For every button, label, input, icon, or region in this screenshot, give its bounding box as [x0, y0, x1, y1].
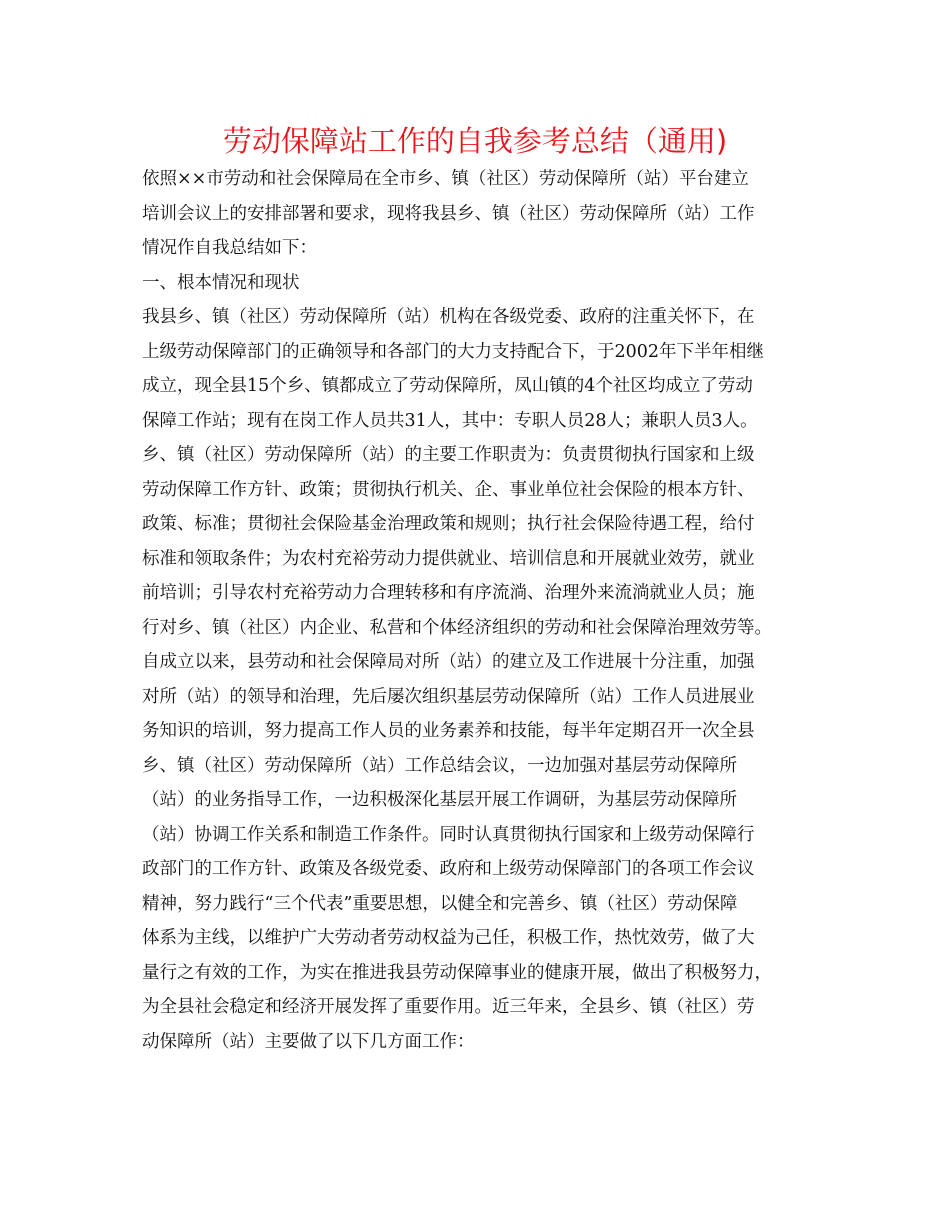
body-line-18: 乡、镇（社区）劳动保障所（站）工作总结会议，一边加强对基层劳动保障所	[142, 755, 737, 776]
body-line-11: 政策、标准；贯彻社会保险基金治理政策和规则；执行社会保险待遇工程，给付	[142, 514, 755, 534]
document-body	[142, 162, 810, 1059]
body-line-23: 体系为主线，以维护广大劳动者劳动权益为己任，积极工作，热忱效劳，做了大	[142, 928, 755, 948]
body-line-21: 政部门的工作方针、政策及各级党委、政府和上级劳动保障部门的各项工作会议	[142, 859, 755, 879]
body-line-10: 劳动保障工作方针、政策；贯彻执行机关、企、事业单位社会保险的根本方针、	[142, 479, 755, 500]
body-line-25: 为全县社会稳定和经济开展发挥了重要作用。近三年来，全县乡、镇（社区）劳	[142, 997, 755, 1017]
body-line-14: 行对乡、镇（社区）内企业、私营和个体经济组织的劳动和社会保障治理效劳等。	[142, 617, 772, 638]
body-line-24: 量行之有效的工作，为实在推进我县劳动保障事业的健康开展，做出了积极努力，	[142, 962, 772, 983]
body-line-3: 情况作自我总结如下：	[142, 238, 317, 258]
body-line-8: 保障工作站；现有在岗工作人员共31人，其中：专职人员28人；兼职人员3人。	[142, 410, 758, 431]
body-line-17: 务知识的培训，努力提高工作人员的业务素养和技能，每半年定期召开一次全县	[142, 721, 755, 741]
body-line-6: 上级劳动保障部门的正确领导和各部门的大力支持配合下，于2002年下半年相继	[142, 341, 765, 362]
body-line-1: 依照××市劳动和社会保障局在全市乡、镇（社区）劳动保障所（站）平台建立	[142, 169, 749, 189]
body-line-9: 乡、镇（社区）劳动保障所（站）的主要工作职责为：负责贯彻执行国家和上级	[142, 445, 755, 465]
body-line-15: 自成立以来，县劳动和社会保障局对所（站）的建立及工作进展十分注重，加强	[142, 652, 755, 672]
body-line-7: 成立，现全县15个乡、镇都成立了劳动保障所，凤山镇的4个社区均成立了劳动	[142, 376, 753, 396]
body-line-26: 动保障所（站）主要做了以下几方面工作：	[142, 1031, 475, 1052]
body-line-20: （站）协调工作关系和制造工作条件。同时认真贯彻执行国家和上级劳动保障行	[142, 824, 755, 845]
body-line-5: 我县乡、镇（社区）劳动保障所（站）机构在各级党委、政府的注重关怀下，在	[142, 307, 755, 327]
body-line-22: 精神，努力践行“三个代表”重要思想，以健全和完善乡、镇（社区）劳动保障	[142, 893, 738, 914]
body-line-13: 前培训；引导农村充裕劳动力合理转移和有序流淌、治理外来流淌就业人员；施	[142, 583, 755, 603]
document-title: 劳动保障站工作的自我参考总结（通用)	[222, 124, 728, 158]
body-line-16: 对所（站）的领导和治理，先后屡次组织基层劳动保障所（站）工作人员进展业	[142, 686, 755, 707]
body-line-12: 标准和领取条件；为农村充裕劳动力提供就业、培训信息和开展就业效劳，就业	[142, 548, 755, 569]
body-line-2: 培训会议上的安排部署和要求，现将我县乡、镇（社区）劳动保障所（站）工作	[142, 203, 755, 224]
body-line-19: （站）的业务指导工作，一边积极深化基层开展工作调研，为基层劳动保障所	[142, 790, 737, 810]
section-heading: 一、根本情况和现状	[142, 272, 300, 293]
